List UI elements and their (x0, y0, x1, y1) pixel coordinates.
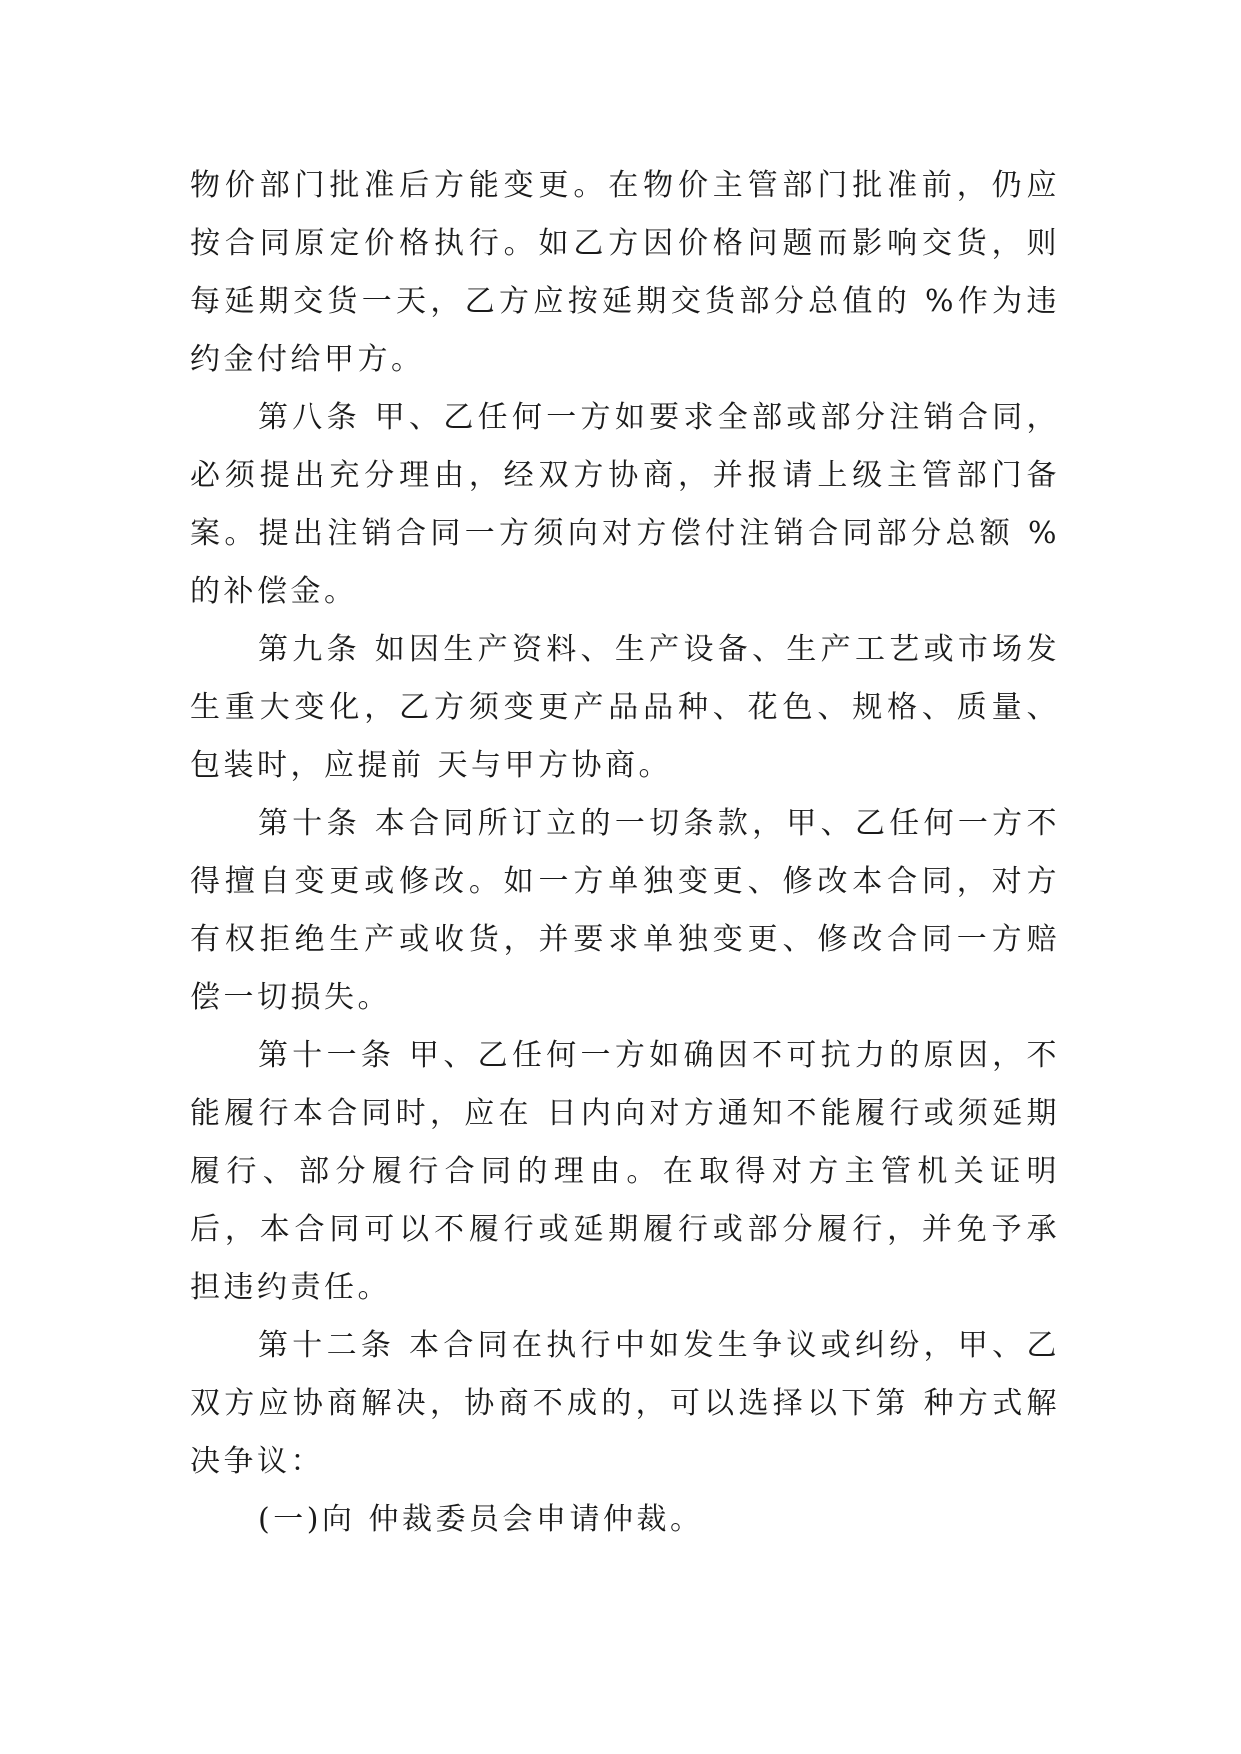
paragraph-article-10: 第十条 本合同所订立的一切条款，甲、乙任何一方不得擅自变更或修改。如一方单独变更、修改本合同，对方有权拒绝生产或收货，并要求单独变更、修改合同一方赔偿一切损失。 (190, 806, 1060, 1015)
paragraph-article-11: 第十一条 甲、乙任何一方如确因不可抗力的原因，不能履行本合同时，应在 日内向对方通知不能履行或须延期履行、部分履行合同的理由。在取得对方主管机关证明后，本合同可以不履行或延期履行或部分履行，并免予承担违约责任。 (190, 1038, 1060, 1305)
document-page (190, 157, 1060, 1549)
paragraph-item-1: (一)向 仲裁委员会申请仲裁。 (258, 1502, 704, 1537)
paragraph-article-9: 第九条 如因生产资料、生产设备、生产工艺或市场发生重大变化，乙方须变更产品品种、花色、规格、质量、包装时，应提前 天与甲方协商。 (190, 632, 1060, 783)
paragraph-1: 物价部门批准后方能变更。在物价主管部门批准前，仍应按合同原定价格执行。如乙方因价格问题而影响交货，则每延期交货一天，乙方应按延期交货部分总值的 %作为违约金付给甲方。 (190, 168, 1060, 377)
paragraph-article-12: 第十二条 本合同在执行中如发生争议或纠纷，甲、乙双方应协商解决，协商不成的，可以选择以下第 种方式解决争议： (190, 1328, 1060, 1479)
paragraph-article-8: 第八条 甲、乙任何一方如要求全部或部分注销合同，必须提出充分理由，经双方协商，并报请上级主管部门备案。提出注销合同一方须向对方偿付注销合同部分总额 %的补偿金。 (190, 400, 1060, 609)
